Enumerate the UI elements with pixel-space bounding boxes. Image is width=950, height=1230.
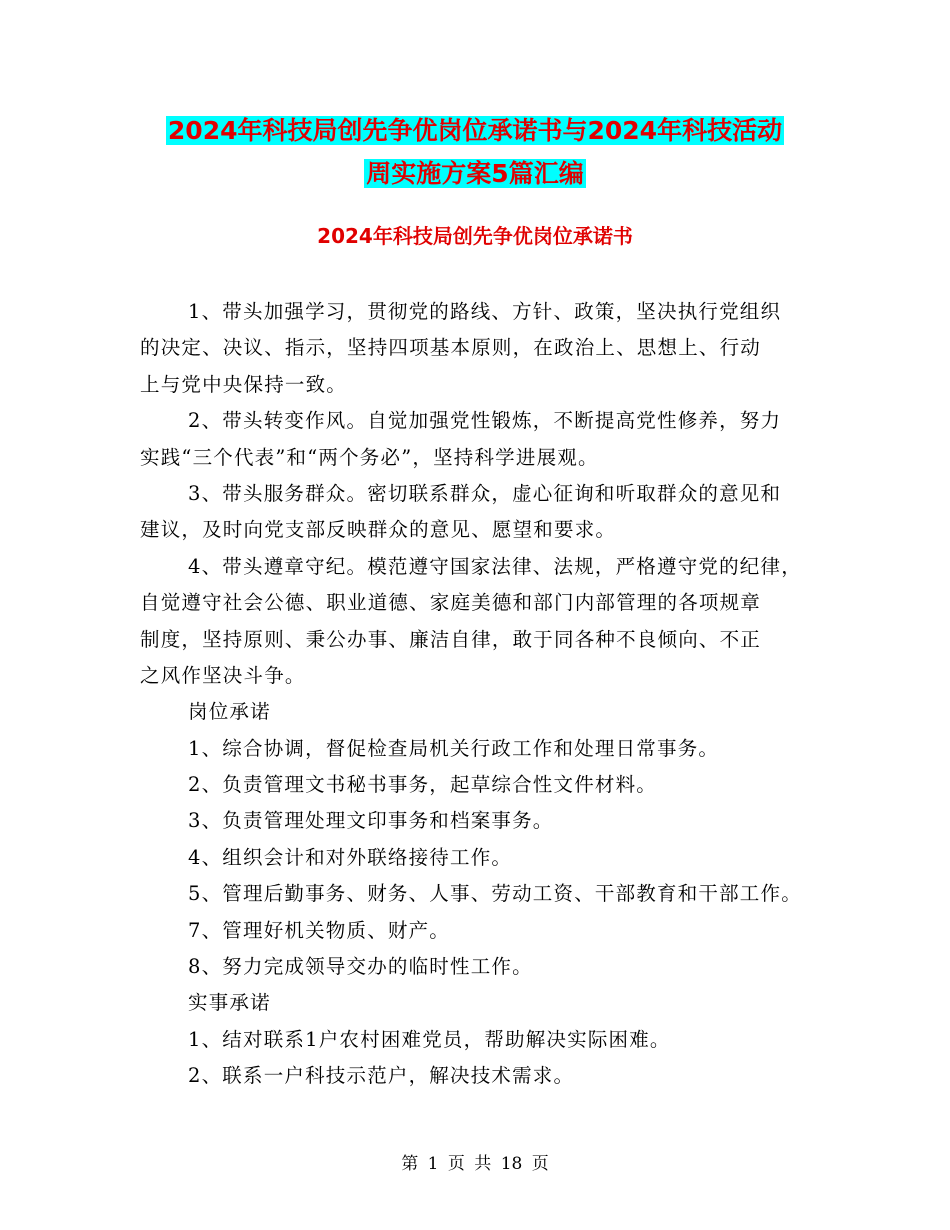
body-line: 实践“三个代表”和“两个务必”，坚持科学进展观。 xyxy=(140,445,599,469)
body-line: 的决定、决议、指示，坚持四项基本原则，在政治上、思想上、行动 xyxy=(140,336,762,360)
body-line: 制度，坚持原则、秉公办事、廉洁自律，敢于同各种不良倾向、不正 xyxy=(140,627,762,651)
document-title-line-1 xyxy=(0,115,950,147)
body-line: 实事承诺 xyxy=(188,991,271,1015)
section-title: 2024年科技局创先争优岗位承诺书 xyxy=(317,224,633,248)
body-line: 4、带头遵章守纪。模范遵守国家法律、法规，严格遵守党的纪律， xyxy=(188,554,802,578)
body-line: 8、努力完成领导交办的临时性工作。 xyxy=(188,955,533,979)
body-line: 1、综合协调，督促检查局机关行政工作和处理日常事务。 xyxy=(188,736,720,760)
body-line: 岗位承诺 xyxy=(188,700,271,724)
body-line: 2、联系一户科技示范户，解决技术需求。 xyxy=(188,1064,575,1088)
body-line: 之风作坚决斗争。 xyxy=(140,663,306,687)
document-title-line-2 xyxy=(0,158,950,190)
body-line: 自觉遵守社会公德、职业道德、家庭美德和部门内部管理的各项规章 xyxy=(140,591,762,615)
body-line: 3、负责管理处理文印事务和档案事务。 xyxy=(188,809,554,833)
body-line: 7、管理好机关物质、财产。 xyxy=(188,918,451,942)
body-line: 2、带头转变作风。自觉加强党性锻炼，不断提高党性修养，努力 xyxy=(188,409,782,433)
body-line: 4、组织会计和对外联络接待工作。 xyxy=(188,845,513,869)
document-title-text-2: 周实施方案5篇汇编 xyxy=(366,159,584,188)
body-line: 3、带头服务群众。密切联系群众，虚心征询和听取群众的意见和 xyxy=(188,481,782,505)
body-line: 建议，及时向党支部反映群众的意见、愿望和要求。 xyxy=(140,518,617,542)
body-line: 1、结对联系1户农村困难党员，帮助解决实际困难。 xyxy=(188,1027,671,1051)
body-line: 2、负责管理文书秘书事务，起草综合性文件材料。 xyxy=(188,773,658,797)
document-title-text-1: 2024年科技局创先争优岗位承诺书与2024年科技活动 xyxy=(167,116,783,145)
page-footer: 第 1 页 共 18 页 xyxy=(401,1154,549,1174)
body-line: 5、管理后勤事务、财务、人事、劳动工资、干部教育和干部工作。 xyxy=(188,882,802,906)
body-line: 1、带头加强学习，贯彻党的路线、方针、政策，坚决执行党组织 xyxy=(188,300,782,323)
body-line: 上与党中央保持一致。 xyxy=(140,372,348,396)
document-body xyxy=(140,294,820,1095)
